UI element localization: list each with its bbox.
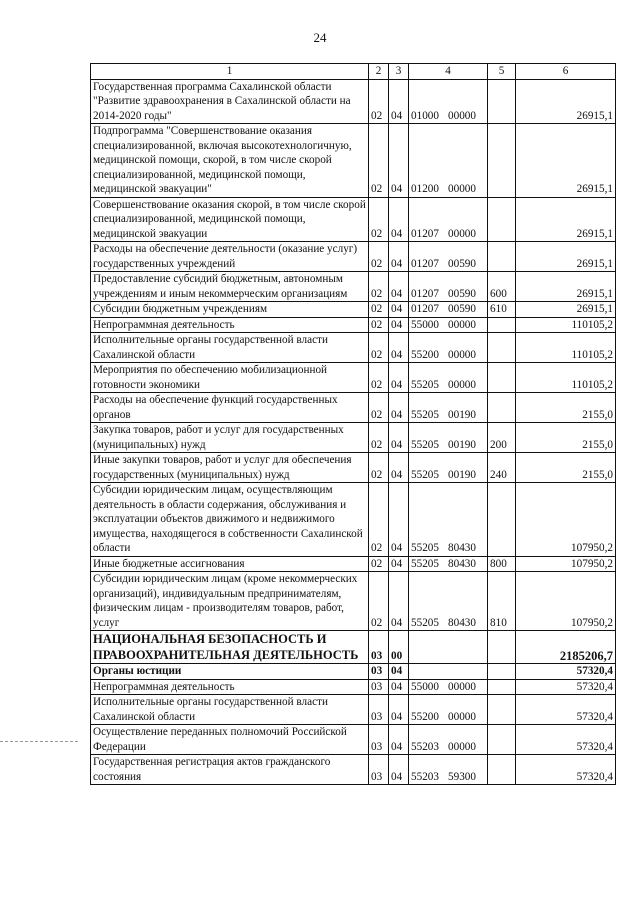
section-code-cell: 02 [369, 453, 389, 483]
column-header: 3 [389, 64, 409, 80]
amount-cell: 110105,2 [516, 363, 616, 393]
target-article-part-a: 01207 [411, 287, 439, 300]
target-article-cell [409, 664, 488, 680]
target-article-part-a: 55205 [411, 438, 439, 451]
column-header: 1 [91, 64, 369, 80]
target-article-part-b: 00590 [448, 257, 476, 270]
amount-cell: 2155,0 [516, 393, 616, 423]
target-article-cell [409, 483, 488, 557]
target-article-part-b: 00000 [448, 710, 476, 723]
subsection-code-cell: 04 [389, 755, 409, 785]
expense-name-cell: Субсидии юридическим лицам (кроме некоммерческих организаций), индивидуальным предпринимателям, физическим лицам - производителям товаров, работ, услуг [91, 572, 369, 631]
target-article-part-b: 80430 [448, 616, 476, 629]
expense-name-cell: Расходы на обеспечение деятельности (оказание услуг) государственных учреждений [91, 242, 369, 272]
expense-type-cell [488, 664, 516, 680]
expense-name-cell: Непрограммная деятельность [91, 317, 369, 333]
subsection-code-cell: 04 [389, 197, 409, 242]
subsection-code-cell: 04 [389, 363, 409, 393]
subsection-code-cell: 04 [389, 333, 409, 363]
target-article-part-b: 00000 [448, 227, 476, 240]
table-row [91, 363, 616, 393]
target-article-cell [409, 755, 488, 785]
page-number: 24 [313, 30, 327, 45]
target-article-part-b: 80430 [448, 557, 476, 570]
subsection-code-cell: 04 [389, 695, 409, 725]
expense-type-cell: 240 [488, 453, 516, 483]
expense-type-cell [488, 197, 516, 242]
expense-type-cell [488, 363, 516, 393]
amount-cell: 57320,4 [516, 679, 616, 695]
amount-cell: 26915,1 [516, 197, 616, 242]
margin-mark [0, 741, 78, 743]
subsection-code-cell: 04 [389, 242, 409, 272]
target-article-part-b: 00000 [448, 183, 476, 195]
expense-type-cell [488, 631, 516, 664]
expense-type-cell: 200 [488, 423, 516, 453]
table-header-row [91, 64, 616, 80]
target-article-cell [409, 333, 488, 363]
section-code-cell: 02 [369, 363, 389, 393]
expense-type-cell: 800 [488, 556, 516, 572]
target-article-part-b: 00000 [448, 680, 476, 693]
section-code-cell: 03 [369, 679, 389, 695]
section-code-cell: 02 [369, 272, 389, 302]
table-row [91, 79, 616, 124]
target-article-cell [409, 393, 488, 423]
target-article-part-b: 00000 [448, 318, 476, 331]
expense-name-cell: Иные закупки товаров, работ и услуг для обеспечения государственных (муниципальных) нужд [91, 453, 369, 483]
expense-type-cell: 610 [488, 302, 516, 318]
target-article-part-b: 00190 [448, 408, 476, 421]
target-article-part-a: 01207 [411, 257, 439, 270]
expense-name-cell: Субсидии юридическим лицам, осуществляющим деятельность в области содержания, обслуживания и эксплуатации объектов движимого и недвижимого имущества, находящегося в собственности Сахалинской области [91, 483, 369, 557]
expense-name-cell: Подпрограмма "Совершенствование оказания специализированной, включая высокотехнологичную, медицинской помощи, скорой, в том числе скорой специализированной, медицинской помощи, медицинской эвакуации" [91, 124, 369, 198]
section-code-cell: 03 [369, 631, 389, 664]
target-article-cell [409, 363, 488, 393]
subsection-code-cell: 04 [389, 79, 409, 124]
section-code-cell: 03 [369, 695, 389, 725]
target-article-part-a: 55200 [411, 710, 439, 723]
table-row [91, 423, 616, 453]
table-row [91, 317, 616, 333]
expense-name-cell: Предоставление субсидий бюджетным, автономным учреждениям и иным некоммерческим организациям [91, 272, 369, 302]
budget-table [90, 63, 616, 785]
target-article-cell [409, 679, 488, 695]
table-row [91, 483, 616, 557]
target-article-part-a: 55205 [411, 408, 439, 421]
expense-type-cell [488, 679, 516, 695]
amount-cell: 107950,2 [516, 483, 616, 557]
target-article-cell [409, 124, 488, 198]
subsection-code-cell: 04 [389, 393, 409, 423]
expense-name-cell: Закупка товаров, работ и услуг для государственных (муниципальных) нужд [91, 423, 369, 453]
expense-name-cell: Мероприятия по обеспечению мобилизационной готовности экономики [91, 363, 369, 393]
target-article-cell [409, 725, 488, 755]
target-article-part-b: 00000 [448, 378, 476, 391]
table-row [91, 679, 616, 695]
expense-type-cell [488, 124, 516, 198]
expense-type-cell [488, 695, 516, 725]
target-article-cell [409, 556, 488, 572]
target-article-part-a: 55205 [411, 468, 439, 481]
target-article-cell [409, 317, 488, 333]
amount-cell: 26915,1 [516, 79, 616, 124]
section-code-cell: 03 [369, 725, 389, 755]
amount-cell: 110105,2 [516, 333, 616, 363]
target-article-part-b: 00590 [448, 287, 476, 300]
amount-cell: 57320,4 [516, 725, 616, 755]
section-code-cell: 03 [369, 664, 389, 680]
expense-type-cell [488, 725, 516, 755]
target-article-cell [409, 453, 488, 483]
amount-cell: 26915,1 [516, 124, 616, 198]
subsection-code-cell: 00 [389, 631, 409, 664]
table-row [91, 242, 616, 272]
amount-cell: 2155,0 [516, 453, 616, 483]
expense-type-cell: 810 [488, 572, 516, 631]
section-code-cell: 02 [369, 423, 389, 453]
section-code-cell: 02 [369, 79, 389, 124]
target-article-part-b: 00190 [448, 468, 476, 481]
target-article-part-a: 55200 [411, 348, 439, 361]
column-header: 6 [516, 64, 616, 80]
subsection-code-cell: 04 [389, 423, 409, 453]
expense-name-cell: Государственная программа Сахалинской области "Развитие здравоохранения в Сахалинской области на 2014-2020 годы" [91, 79, 369, 124]
target-article-cell [409, 423, 488, 453]
target-article-part-b: 00000 [448, 740, 476, 753]
target-article-part-a: 01200 [411, 183, 439, 195]
table-row [91, 302, 616, 318]
target-article-part-a: 01000 [411, 109, 439, 122]
section-code-cell: 02 [369, 197, 389, 242]
amount-cell: 57320,4 [516, 664, 616, 680]
subsection-code-cell: 04 [389, 453, 409, 483]
target-article-cell [409, 695, 488, 725]
amount-cell: 26915,1 [516, 242, 616, 272]
expense-name-cell: Исполнительные органы государственной власти Сахалинской области [91, 333, 369, 363]
table-row [91, 725, 616, 755]
expense-name-cell: Органы юстиции [91, 664, 369, 680]
target-article-part-b: 00190 [448, 438, 476, 451]
section-code-cell: 02 [369, 242, 389, 272]
expense-name-cell: Осуществление переданных полномочий Российской Федерации [91, 725, 369, 755]
target-article-cell [409, 79, 488, 124]
amount-cell: 26915,1 [516, 272, 616, 302]
table-row [91, 393, 616, 423]
subsection-code-cell: 04 [389, 272, 409, 302]
table-row [91, 755, 616, 785]
expense-name-cell: НАЦИОНАЛЬНАЯ БЕЗОПАСНОСТЬ И ПРАВООХРАНИТЕЛЬНАЯ ДЕЯТЕЛЬНОСТЬ [91, 631, 369, 664]
expense-name-cell: Расходы на обеспечение функций государственных органов [91, 393, 369, 423]
expense-name-cell: Государственная регистрация актов гражданского состояния [91, 755, 369, 785]
target-article-part-b: 80430 [448, 542, 476, 554]
expense-name-cell: Иные бюджетные ассигнования [91, 556, 369, 572]
table-row [91, 695, 616, 725]
expense-type-cell [488, 242, 516, 272]
target-article-cell [409, 242, 488, 272]
target-article-part-a: 55205 [411, 616, 439, 629]
expense-name-cell: Субсидии бюджетным учреждениям [91, 302, 369, 318]
expense-type-cell [488, 317, 516, 333]
target-article-part-b: 00000 [448, 109, 476, 122]
table-body [91, 64, 616, 785]
target-article-part-a: 55000 [411, 680, 439, 693]
subsection-code-cell: 04 [389, 725, 409, 755]
expense-type-cell: 600 [488, 272, 516, 302]
expense-type-cell [488, 333, 516, 363]
target-article-part-a: 55205 [411, 378, 439, 391]
subsection-code-cell: 04 [389, 124, 409, 198]
table-row [91, 664, 616, 680]
amount-cell: 107950,2 [516, 572, 616, 631]
subsection-code-cell: 04 [389, 302, 409, 318]
expense-name-cell: Совершенствование оказания скорой, в том числе скорой специализированной, медицинской помощи, медицинской эвакуации [91, 197, 369, 242]
target-article-cell [409, 302, 488, 318]
target-article-part-a: 55203 [411, 770, 439, 783]
table-row [91, 272, 616, 302]
table-row [91, 572, 616, 631]
subsection-code-cell: 04 [389, 317, 409, 333]
subsection-code-cell: 04 [389, 572, 409, 631]
column-header: 4 [409, 64, 488, 80]
target-article-cell [409, 572, 488, 631]
amount-cell: 57320,4 [516, 695, 616, 725]
expense-type-cell [488, 483, 516, 557]
target-article-cell [409, 631, 488, 664]
section-code-cell: 02 [369, 556, 389, 572]
amount-cell: 26915,1 [516, 302, 616, 318]
table-row [91, 124, 616, 198]
target-article-cell [409, 197, 488, 242]
table-row [91, 453, 616, 483]
subsection-code-cell: 04 [389, 483, 409, 557]
target-article-part-a: 01207 [411, 303, 439, 315]
target-article-part-a: 55205 [411, 542, 439, 554]
table-row [91, 631, 616, 664]
target-article-part-b: 59300 [448, 770, 476, 783]
subsection-code-cell: 04 [389, 664, 409, 680]
expense-type-cell [488, 79, 516, 124]
amount-cell: 57320,4 [516, 755, 616, 785]
amount-cell: 2155,0 [516, 423, 616, 453]
column-header: 5 [488, 64, 516, 80]
subsection-code-cell: 04 [389, 556, 409, 572]
target-article-part-a: 01207 [411, 227, 439, 240]
target-article-cell [409, 272, 488, 302]
target-article-part-a: 55203 [411, 740, 439, 753]
section-code-cell: 02 [369, 483, 389, 557]
section-code-cell: 02 [369, 317, 389, 333]
section-code-cell: 02 [369, 393, 389, 423]
section-code-cell: 02 [369, 302, 389, 318]
section-code-cell: 02 [369, 572, 389, 631]
amount-cell: 107950,2 [516, 556, 616, 572]
target-article-part-a: 55000 [411, 318, 439, 331]
target-article-part-b: 00000 [448, 348, 476, 361]
section-code-cell: 02 [369, 124, 389, 198]
table-row [91, 197, 616, 242]
target-article-part-b: 00590 [448, 303, 476, 315]
expense-type-cell [488, 755, 516, 785]
subsection-code-cell: 04 [389, 679, 409, 695]
expense-name-cell: Исполнительные органы государственной власти Сахалинской области [91, 695, 369, 725]
expense-type-cell [488, 393, 516, 423]
amount-cell: 110105,2 [516, 317, 616, 333]
section-code-cell: 03 [369, 755, 389, 785]
expense-name-cell: Непрограммная деятельность [91, 679, 369, 695]
table-row [91, 556, 616, 572]
column-header: 2 [369, 64, 389, 80]
section-code-cell: 02 [369, 333, 389, 363]
target-article-part-a: 55205 [411, 557, 439, 570]
amount-cell: 2185206,7 [516, 631, 616, 664]
table-row [91, 333, 616, 363]
